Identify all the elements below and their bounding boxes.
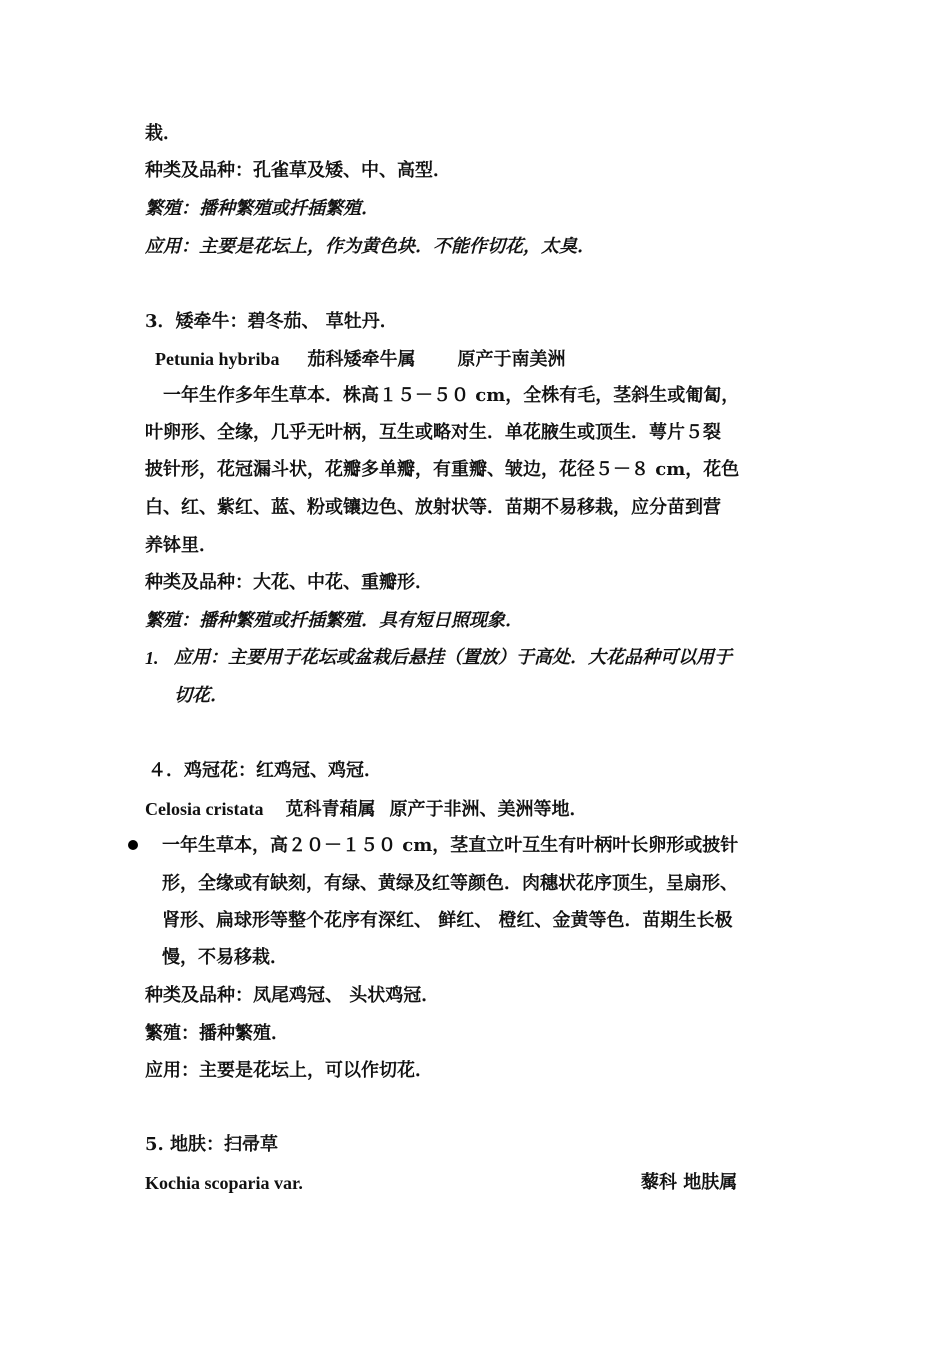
bullet-icon — [128, 840, 138, 850]
s4-desc-line: 一年生草本，高２０－１５０ cm，茎直立叶互生有叶柄叶长卵形或披针 — [162, 835, 739, 856]
s2-continuation: 栽． — [145, 123, 181, 144]
s4-use: 应用：主要是花坛上，可以作切花． — [145, 1060, 433, 1081]
s2-propagation: 繁殖：播种繁殖或扦插繁殖． — [145, 198, 379, 219]
s3-use-line: 应用：主要用于花坛或盆栽后悬挂（置放）于高处．大花品种可以用于 — [174, 647, 732, 668]
s4-desc-line: 形，全缘或有缺刻，有绿、黄绿及红等颜色．肉穗状花序顶生，呈扇形、 — [162, 873, 738, 894]
s3-family: 茄科矮牵牛属 — [307, 349, 416, 370]
s4-propagation: 繁殖：播种繁殖． — [145, 1023, 289, 1044]
s4-desc-line: 慢，不易移栽． — [162, 947, 288, 968]
s3-desc-line: 养钵里． — [145, 535, 217, 556]
s3-desc-line: 叶卵形、全缘，几乎无叶柄，互生或略对生．单花腋生或顶生．萼片５裂 — [145, 422, 721, 443]
s3-latin-row — [155, 347, 566, 372]
s3-use-number: 1. — [145, 648, 159, 668]
s5-heading: 5. 地肤：扫帚草 — [145, 1134, 279, 1155]
s3-desc-line: 白、红、紫红、蓝、粉或镶边色、放射状等．苗期不易移栽，应分苗到营 — [145, 497, 721, 518]
s3-propagation: 繁殖：播种繁殖或扦插繁殖．具有短日照现象． — [145, 610, 523, 631]
s5-family: 藜科 地肤属 — [641, 1172, 738, 1193]
s4-desc-line: 肾形、扁球形等整个花序有深红、 鲜红、 橙红、金黄等色．苗期生长极 — [162, 910, 733, 931]
s2-use: 应用：主要是花坛上，作为黄色块．不能作切花，太臭． — [145, 236, 595, 257]
s4-latin-row — [145, 797, 587, 822]
s4-origin: 原产于非洲、美洲等地． — [389, 799, 588, 820]
s4-heading: ４．鸡冠花：红鸡冠、鸡冠． — [148, 760, 382, 781]
s5-latin-name: Kochia scoparia var. — [145, 1173, 303, 1193]
s3-desc-line: 披针形，花冠漏斗状，花瓣多单瓣，有重瓣、皱边，花径５－８ cm，花色 — [145, 459, 740, 480]
s4-family: 苋科青葙属 — [285, 799, 376, 820]
s2-varieties: 种类及品种：孔雀草及矮、中、高型． — [145, 160, 451, 181]
s3-latin-name: Petunia hybriba — [155, 349, 280, 369]
s3-heading: 3．矮牵牛：碧冬茄、 草牡丹． — [145, 311, 398, 332]
s3-varieties: 种类及品种：大花、中花、重瓣形． — [145, 572, 433, 593]
s3-origin: 原产于南美洲 — [457, 349, 566, 370]
s4-latin-name: Celosia cristata — [145, 799, 264, 819]
s3-use-line: 切花． — [174, 685, 228, 706]
s4-varieties: 种类及品种：凤尾鸡冠、 头状鸡冠． — [145, 985, 440, 1006]
s3-desc-line: 一年生作多年生草本．株高１５－５０ cm，全株有毛，茎斜生或匍匐， — [163, 385, 740, 406]
